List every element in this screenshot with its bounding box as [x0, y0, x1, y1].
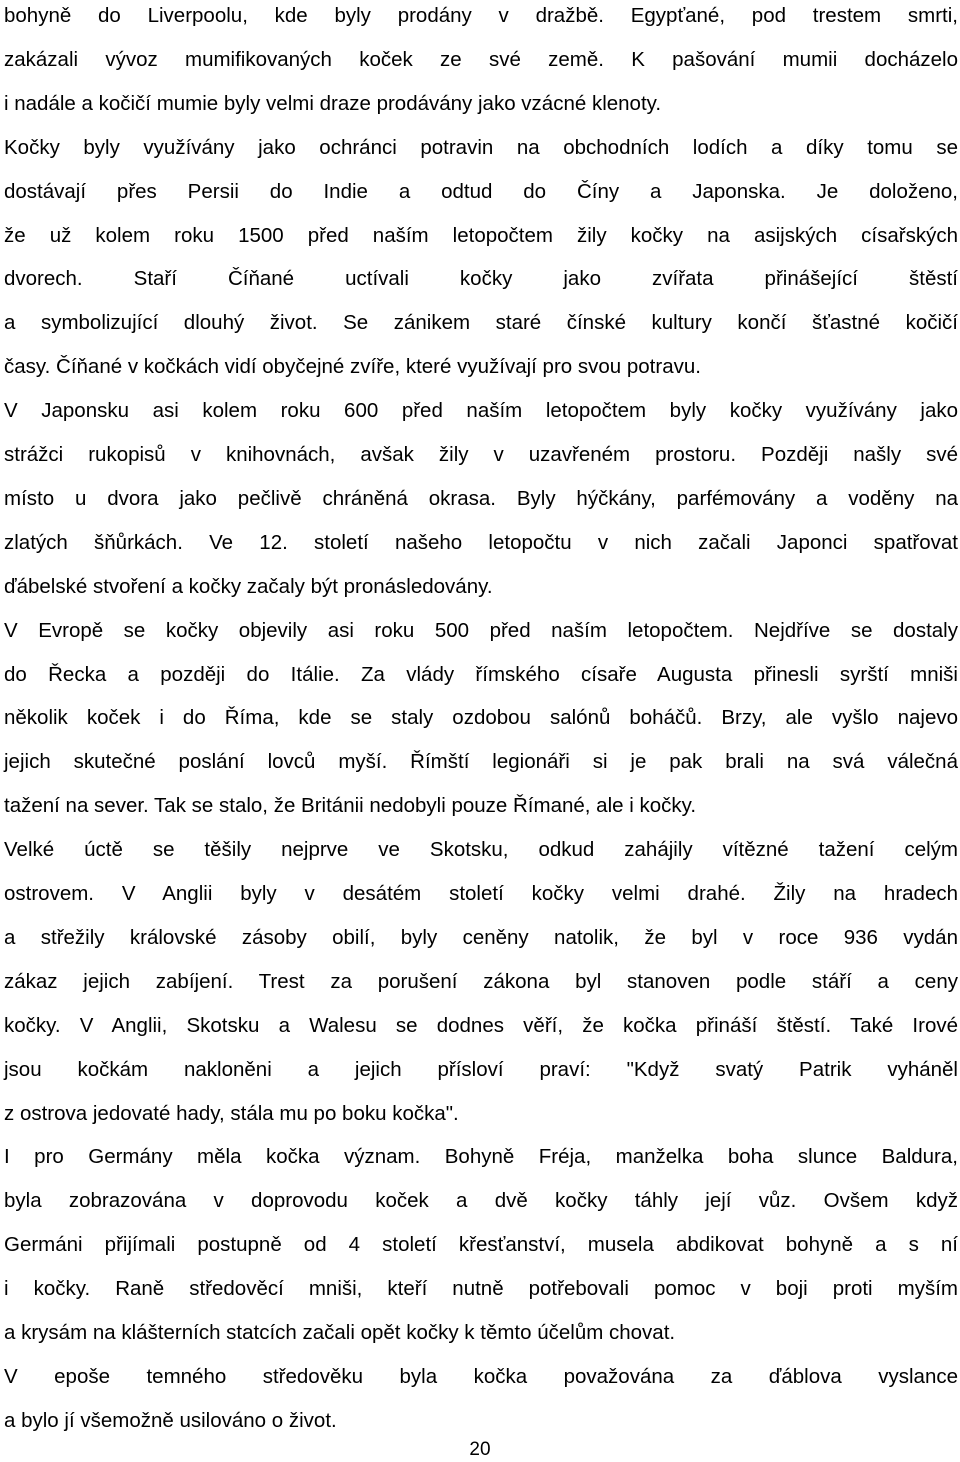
text-line: a střežily královské zásoby obilí, byly ceněny natolik, že byl v roce 936 vydán — [4, 925, 958, 949]
text-line: Velké úctě se těšily nejprve ve Skotsku, odkud zahájily vítězné tažení celým — [4, 838, 958, 862]
text-line: časy. Číňané v kočkách vidí obyčejné zvíře, které využívají pro svou potravu. — [4, 355, 701, 379]
text-line: dostávají přes Persii do Indie a odtud do Číny a Japonska. Je doloženo, — [4, 179, 958, 203]
page-number: 20 — [469, 1439, 491, 1460]
text-line: že už kolem roku 1500 před naším letopočtem žily kočky na asijských císařských — [4, 223, 958, 247]
text-line: V Japonsku asi kolem roku 600 před naším letopočtem byly kočky využívány jako — [4, 399, 958, 423]
text-line: byla zobrazována v doprovodu koček a dvě kočky táhly její vůz. Ovšem když — [4, 1189, 958, 1213]
text-line: zákaz jejich zabíjení. Trest za porušení zákona byl stanoven podle stáří a ceny — [4, 969, 958, 993]
text-line: V epoše temného středověku byla kočka považována za ďáblova vyslance — [4, 1364, 958, 1388]
text-line: místo u dvora jako pečlivě chráněná okrasa. Byly hýčkány, parfémovány a voděny na — [4, 486, 958, 510]
text-line: strážci rukopisů v knihovnách, avšak žily v uzavřeném prostoru. Později našly své — [4, 443, 958, 466]
text-line: i nadále a kočičí mumie byly velmi draze prodávány jako vzácné klenoty. — [4, 91, 662, 115]
text-line: do Řecka a později do Itálie. Za vlády římského císaře Augusta přinesli syrští mniši — [4, 662, 958, 686]
text-line: a krysám na klášterních statcích začali opět kočky k těmto účelům chovat. — [4, 1321, 676, 1344]
text-line: a bylo jí všemožně usilováno o život. — [4, 1408, 337, 1432]
text-line: z ostrova jedovaté hady, stála mu po boku kočka". — [4, 1101, 459, 1125]
text-line: kočky. V Anglii, Skotsku a Walesu se dodnes věří, že kočka přináší štěstí. Také Irové — [4, 1013, 958, 1037]
text-line: i kočky. Raně středověcí mniši, kteří nutně potřebovali pomoc v boji proti myším — [4, 1277, 958, 1301]
text-line: bohyně do Liverpoolu, kde byly prodány v dražbě. Egypťané, pod trestem smrti, — [4, 4, 958, 27]
text-line: tažení na sever. Tak se stalo, že Británii nedobyli pouze Římané, ale i kočky. — [4, 794, 697, 818]
text-line: Germáni přijímali postupně od 4 století křesťanství, musela abdikovat bohyně a s ní — [4, 1233, 958, 1257]
text-line: zlatých šňůrkách. Ve 12. století našeho letopočtu v nich začali Japonci spatřovat — [4, 530, 958, 554]
text-line: několik koček i do Říma, kde se staly ozdobou salónů boháčů. Brzy, ale vyšlo najevo — [4, 706, 958, 730]
text-line: zakázali vývoz mumifikovaných koček ze své země. K pašování mumii docházelo — [4, 47, 958, 71]
text-line: V Evropě se kočky objevily asi roku 500 před naším letopočtem. Nejdříve se dostaly — [4, 618, 958, 642]
text-line: ostrovem. V Anglii byly v desátém století kočky velmi drahé. Žily na hradech — [4, 882, 958, 905]
text-line: a symbolizující dlouhý život. Se zánikem staré čínské kultury končí šťastné kočičí — [4, 311, 958, 335]
text-line: Kočky byly využívány jako ochránci potravin na obchodních lodích a díky tomu se — [4, 135, 958, 159]
text-line: dvorech. Staří Číňané uctívali kočky jako zvířata přinášející štěstí — [4, 267, 958, 291]
text-line: jsou kočkám nakloněni a jejich přísloví praví: "Když svatý Patrik vyháněl — [4, 1057, 958, 1081]
text-line: ďábelské stvoření a kočky začaly být pronásledovány. — [4, 574, 493, 598]
text-line: jejich skutečné poslání lovců myší. Římští legionáři si je pak brali na svá válečná — [4, 750, 958, 774]
text-line: I pro Germány měla kočka význam. Bohyně Fréja, manželka boha slunce Baldura, — [4, 1145, 958, 1169]
